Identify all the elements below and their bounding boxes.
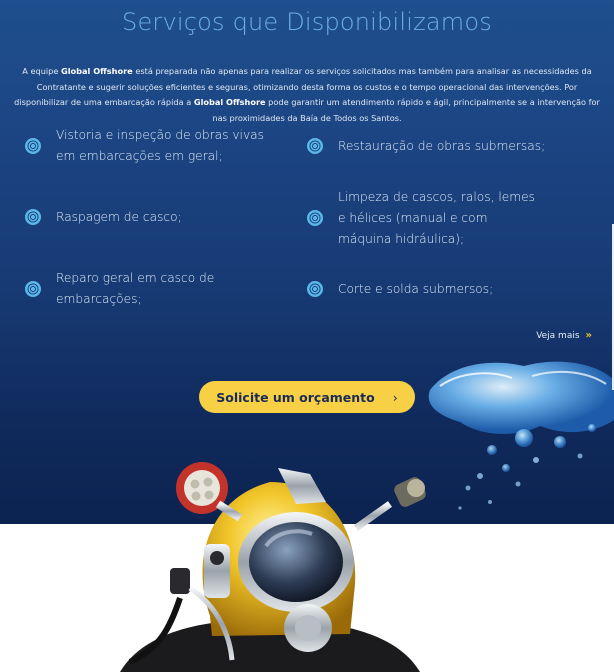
request-quote-button[interactable] (199, 381, 415, 413)
intro-text-1: A equipe (22, 66, 61, 76)
diving-helmet-image (100, 438, 440, 672)
target-icon (25, 138, 41, 154)
service-label: Limpeza de cascos, ralos, lemes e hélices (manual e com máquina hidráulica); (338, 189, 535, 246)
service-item-vistoria (25, 125, 285, 167)
target-icon (307, 281, 323, 297)
service-label: Reparo geral em casco de embarcações; (56, 271, 215, 306)
service-label: Vistoria e inspeção de obras vivas em embarcações em geral; (56, 128, 264, 163)
intro-brand-2: Global Offshore (193, 97, 266, 107)
water-bubbles-image (420, 356, 614, 524)
see-more-label: Veja mais (536, 331, 580, 341)
section-intro (10, 64, 604, 126)
target-icon (25, 209, 41, 225)
intro-brand-1: Global Offshore (61, 66, 133, 76)
target-icon (307, 138, 323, 154)
target-icon (25, 281, 41, 297)
intro-text-2: está preparada não apenas para realizar os serviços solicitados mas também para analisar as necessidades da Contratante e sugerir soluções eficientes e seguras, otimizando desta forma os custos e o tempo operacional das intervenções. Por disponibilizar de uma embarcação rápida a (14, 66, 592, 107)
service-item-corte-solda (307, 278, 587, 300)
double-chevron-right-icon: » (585, 330, 592, 341)
service-label: Restauração de obras submersas; (338, 138, 546, 153)
see-more-link[interactable] (536, 330, 592, 341)
service-item-limpeza (307, 186, 587, 250)
section-title: Serviços que Disponibilizamos (122, 8, 492, 36)
request-quote-label: Solicite um orçamento (216, 389, 375, 405)
service-item-reparo (25, 268, 285, 310)
target-icon (307, 210, 323, 226)
service-item-restauracao (307, 135, 587, 157)
service-label: Raspagem de casco; (56, 209, 182, 224)
service-item-raspagem (25, 206, 285, 228)
chevron-right-icon: › (392, 389, 398, 405)
intro-text-3: pode garantir um atendimento rápido e ágil, principalmente se a intervenção for nas proximidades da Baía de Todos os Santos. (212, 97, 600, 123)
service-label: Corte e solda submersos; (338, 281, 494, 296)
